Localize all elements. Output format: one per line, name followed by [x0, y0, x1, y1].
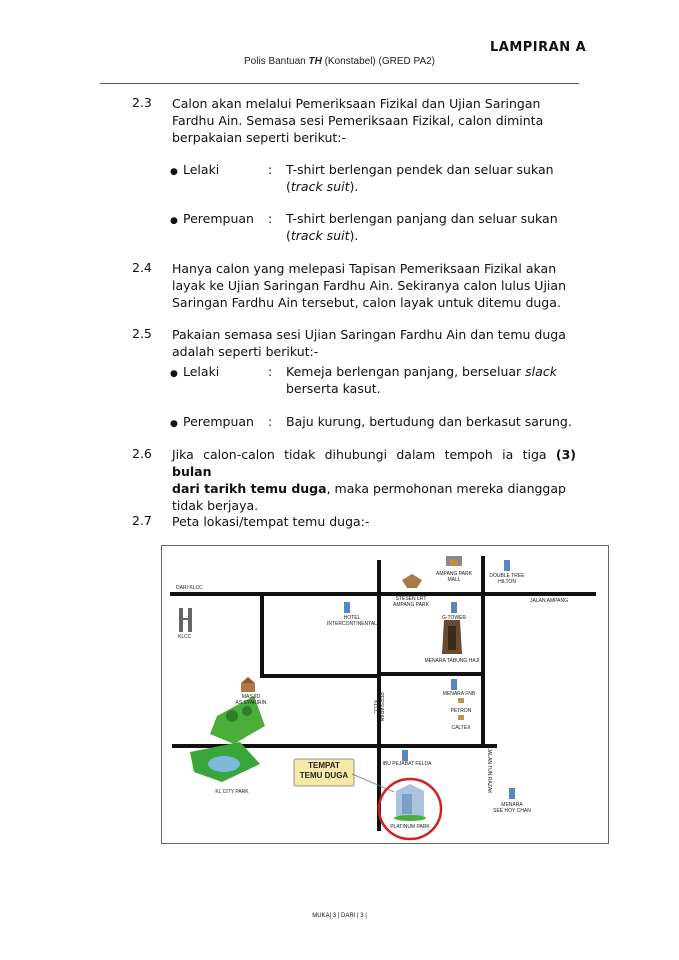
map-label: MENARA SEE HOY CHAN: [493, 802, 531, 814]
map-label: JALAN TUN RAZAK: [486, 748, 492, 794]
caltex-icon: [458, 715, 464, 720]
map-label: JALAN AMPANG: [530, 598, 568, 604]
bullet-text: Kemeja berlengan panjang, berseluar slack berserta kasut.: [286, 364, 557, 396]
header-divider: [100, 83, 579, 84]
bullet-label: Perempuan: [183, 211, 254, 226]
document-subtitle: Polis Bantuan TH (Konstabel) (GRED PA2): [243, 56, 436, 67]
bullet-text: T-shirt berlengan pendek dan seluar sukan (track suit).: [286, 162, 554, 194]
map-label: DOUBLE TREE HILTON: [489, 573, 525, 585]
bullet-colon: :: [268, 211, 273, 226]
map-label: MENARA FNB: [442, 691, 476, 697]
section-2-7-text: Peta lokasi/tempat temu duga:-: [172, 514, 370, 529]
g-tower-icon: [451, 602, 457, 613]
section-number: 2.3: [132, 95, 152, 110]
map-label: PLATINUM PARK: [390, 824, 430, 830]
klcc-towers-icon: [179, 608, 192, 632]
mall-icon: [446, 556, 462, 566]
location-map: [161, 545, 609, 844]
hotel-icon: [344, 602, 350, 613]
section-number: 2.6: [132, 446, 152, 461]
map-label: PERSIARAN KLCC: [372, 692, 384, 722]
menara-fnb-icon: [451, 679, 457, 690]
station-icon: [402, 574, 422, 588]
map-label: KL CITY PARK: [215, 789, 249, 795]
map-label: CALTEX: [451, 725, 471, 731]
map-label: G-TOWER: [441, 615, 467, 621]
see-hoy-chan-icon: [509, 788, 515, 799]
map-label: MASJID AS SYAKIRIN: [235, 694, 267, 706]
tabung-haji-icon: [442, 620, 462, 654]
bullet-dot: ●: [170, 419, 178, 429]
bullet-colon: :: [268, 414, 273, 429]
double-tree-icon: [504, 560, 510, 571]
lampiran-heading: LAMPIRAN A: [490, 40, 587, 55]
map-label: HOTEL INTERCONTINENTAL: [327, 615, 377, 627]
platinum-park-icon: [394, 784, 426, 821]
bullet-label: Lelaki: [183, 162, 220, 177]
section-2-4-text: Hanya calon yang melepasi Tapisan Pemeriksaan Fizikal akan layak ke Ujian Saringan Fardhu Ain. Sekiranya calon lulus Ujian Saringan Fardhu Ain tersebut, calon layak untuk ditemu duga.: [172, 261, 566, 310]
map-label: STESEN LRT AMPANG PARK: [393, 596, 429, 608]
bullet-label: Perempuan: [183, 414, 254, 429]
map-label: AMPANG PARK MALL: [436, 571, 472, 583]
bullet-colon: :: [268, 162, 273, 177]
section-2-3-text: Calon akan melalui Pemeriksaan Fizikal dan Ujian Saringan Fardhu Ain. Semasa sesi Pemeriksaan Fizikal, calon diminta berpakaian seperti berikut:-: [172, 96, 544, 145]
bullet-text: T-shirt berlengan panjang dan seluar sukan (track suit).: [286, 211, 558, 243]
road-link-1: [262, 594, 379, 676]
map-label: DARI KLCC: [176, 585, 203, 591]
section-2-6-text: Jika calon-calon tidak dihubungi dalam tempoh ia tiga (3) bulan dari tarikh temu duga, maka permohonan mereka dianggap tidak berjaya.: [172, 447, 576, 513]
map-label: PETRON: [450, 708, 472, 714]
felda-icon: [402, 750, 408, 761]
bullet-colon: :: [268, 364, 273, 379]
tempat-label: TEMPAT TEMU DUGA: [299, 761, 349, 780]
bullet-label: Lelaki: [183, 364, 220, 379]
section-number: 2.4: [132, 260, 152, 275]
bullet-dot: ●: [170, 216, 178, 226]
map-label: IBU PEJABAT FELDA: [382, 761, 432, 767]
section-2-5-text: Pakaian semasa sesi Ujian Saringan Fardhu Ain dan temu duga adalah seperti berikut:-: [172, 327, 566, 359]
section-number: 2.7: [132, 513, 152, 528]
map-label: MENARA TABUNG HAJI: [424, 658, 480, 664]
page-footer: MUKA| 3 | DARI | 3 |: [312, 913, 367, 919]
bullet-text: Baju kurung, bertudung dan berkasut sarung.: [286, 414, 572, 429]
section-number: 2.5: [132, 326, 152, 341]
map-label: KLCC: [178, 634, 192, 640]
bullet-dot: ●: [170, 369, 178, 379]
masjid-icon: [241, 677, 255, 692]
petron-icon: [458, 698, 464, 703]
bullet-dot: ●: [170, 167, 178, 177]
